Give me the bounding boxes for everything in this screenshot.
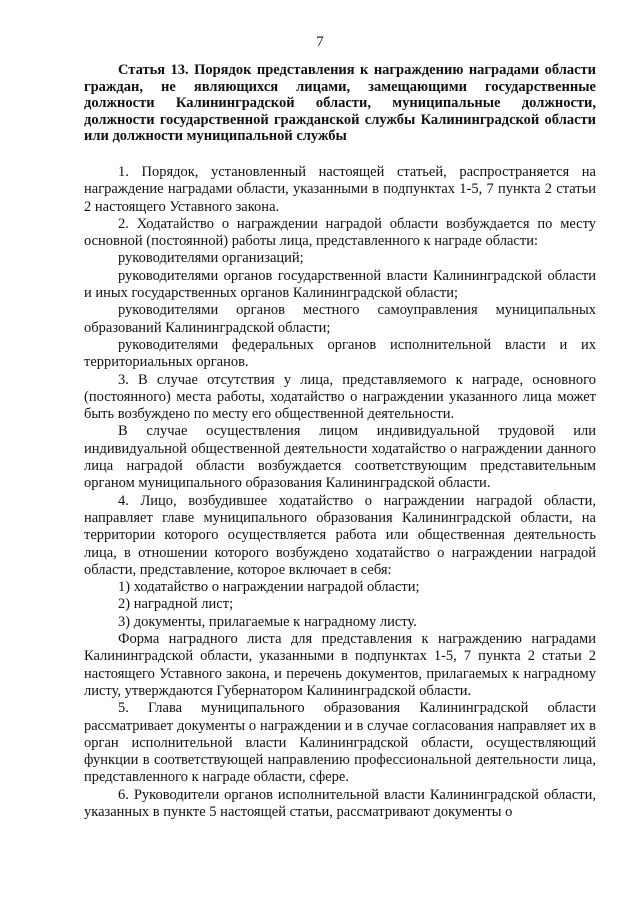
list-item-documents: 3) документы, прилагаемые к наградному листу.: [118, 613, 417, 630]
list-item-local-government: руководителями органов местного самоуправления муниципальных образований Калининградской области;: [84, 302, 596, 336]
page-number: 7: [316, 34, 324, 50]
list-item-federal-bodies: руководителями федеральных органов исполнительной власти и их территориальных органов.: [84, 336, 596, 371]
paragraph-6: 6. Руководители органов исполнительной власти Калининградской области, указанных в пункте 5 настоящей статьи, рассматривают документы о: [84, 786, 596, 820]
list-item-state-bodies: руководителями органов государственной власти Калининградской области и иных государственных органов Калининградской области;: [84, 267, 596, 302]
paragraph-2: 2. Ходатайство о награждении наградой области возбуждается по месту основной (постоянной) работы лица, представленного к награде области:: [84, 215, 596, 250]
article-heading: [84, 62, 596, 145]
list-item-award-sheet: 2) наградной лист;: [118, 596, 234, 613]
list-item-petition: 1) ходатайство о награждении наградой области;: [118, 579, 420, 596]
paragraph-3-continued: В случае осуществления лицом индивидуальной трудовой или индивидуальной общественной деятельности ходатайство о награждении данного лица наградой области возбуждается соответствующим представительным органом муниципального образования Калининградской области.: [84, 423, 596, 492]
paragraph-5: 5. Глава муниципального образования Калининградской области рассматривает документы о награждении и в случае согласования направляет их в орган исполнительной власти Калининградской области, осуществляющий функции в соответствующей направлению профессиональной деятельности лица, представленного к награде области, сфере.: [84, 700, 596, 786]
article-title: Порядок представления к награждению наградами области граждан, не являющихся лицами, замещающими государственные должности Калининградской области, муниципальные должности, должности государственной гражданской службы Калининградской области или должности муниципальной службы: [84, 62, 597, 145]
paragraph-1: 1. Порядок, установленный настоящей статьей, распространяется на награждение наградами области, указанными в подпунктах 1-5, 7 пункта 2 статьи 2 настоящего Уставного закона.: [84, 164, 596, 215]
paragraph-4-form: Форма наградного листа для представления к награждению наградами Калининградской области, указанными в подпунктах 1-5, 7 пункта 2 статьи 2 настоящего Уставного закона, и перечень документов, прилагаемых к наградному листу, утверждаются Губернатором Калининградской области.: [84, 631, 596, 699]
paragraph-3: 3. В случае отсутствия у лица, представляемого к награде, основного (постоянного) места работы, ходатайство о награждении указанного лица может быть возбуждено по месту его общественной деятельности.: [84, 371, 596, 423]
article-label: Статья 13.: [118, 62, 189, 78]
article-body: [84, 164, 596, 821]
list-item-organizations: руководителями организаций;: [118, 250, 304, 267]
paragraph-4: 4. Лицо, возбудившее ходатайство о награждении наградой области, направляет главе муниципального образования Калининградской области, на территории которого осуществляется работа или общественная деятельность лица, в отношении которого возбуждено ходатайство о награждении наградой области, представление, которое включает в себя:: [84, 492, 596, 578]
